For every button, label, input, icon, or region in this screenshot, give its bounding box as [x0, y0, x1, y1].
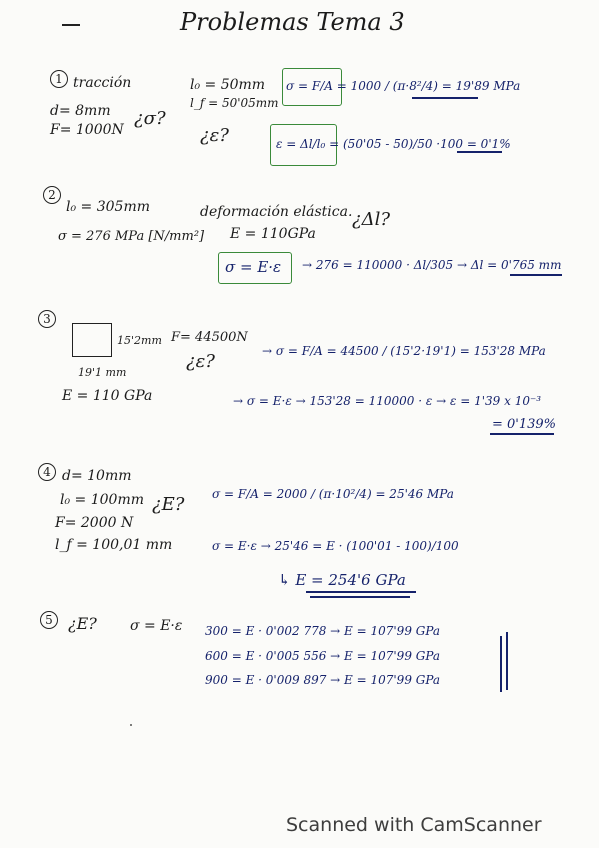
p5-end-mark-2 [506, 632, 508, 690]
p5-law: σ = E·ε [130, 618, 183, 634]
p3-question: ¿ε? [186, 351, 215, 372]
p3-height: 15'2mm [117, 334, 162, 347]
p4-initial-length: l₀ = 100mm [60, 492, 144, 508]
p4-diameter: d= 10mm [62, 468, 132, 484]
p1-strain-underline [457, 151, 502, 153]
p1-strain-formula: ε = Δl/l₀ = (50'05 - 50)/50 ·100 = 0'1% [276, 137, 511, 151]
p5-row-1: 300 = E · 0'002 778 → E = 107'99 GPa [205, 624, 441, 638]
p4-result-underline [306, 591, 416, 593]
p1-force: F= 1000N [50, 122, 124, 138]
p4-question: ¿E? [152, 494, 185, 515]
p3-result-underline [490, 433, 554, 435]
p4-result: ↳ E = 254'6 GPa [278, 571, 406, 589]
stray-mark [130, 724, 132, 726]
p2-note: deformación elástica. [200, 204, 353, 220]
p1-final-length: l_f = 50'05mm [190, 96, 279, 110]
scanner-watermark: Scanned with CamScanner [286, 814, 542, 836]
problem-number-1: 1 [50, 70, 68, 88]
p2-question: ¿Δl? [352, 209, 391, 230]
header-dash [62, 24, 80, 26]
p5-row-2: 600 = E · 0'005 556 → E = 107'99 GPa [205, 649, 441, 663]
p2-result-underline [510, 274, 562, 276]
p4-calculation: σ = E·ε → 25'46 = E · (100'01 - 100)/100 [212, 539, 459, 553]
p2-stress: σ = 276 MPa [N/mm²] [58, 229, 205, 244]
p1-diameter: d= 8mm [50, 103, 111, 119]
p2-calculation: → 276 = 110000 · Δl/305 → Δl = 0'765 mm [302, 258, 562, 272]
p4-result-underline-2 [310, 596, 410, 598]
p3-stress: → σ = F/A = 44500 / (15'2·19'1) = 153'28 MPa [262, 344, 546, 358]
p3-result: = 0'139% [492, 417, 557, 432]
p4-force: F= 2000 N [55, 515, 134, 531]
p3-width: 19'1 mm [78, 366, 127, 379]
p5-question: ¿E? [68, 614, 97, 633]
page-title: Problemas Tema 3 [180, 8, 405, 36]
p5-row-3: 900 = E · 0'009 897 → E = 107'99 GPa [205, 673, 441, 687]
p1-stress-underline [412, 97, 478, 99]
p2-law: σ = E·ε [225, 258, 282, 276]
problem-number-5: 5 [40, 611, 58, 629]
problem-number-2: 2 [43, 186, 61, 204]
p1-label: tracción [73, 75, 132, 91]
p1-question-epsilon: ¿ε? [200, 125, 229, 146]
problem-number-3: 3 [38, 310, 56, 328]
problem-number-4: 4 [38, 463, 56, 481]
p3-young-modulus: E = 110 GPa [62, 388, 153, 404]
p5-end-mark [500, 636, 502, 692]
p2-initial-length: l₀ = 305mm [66, 199, 150, 215]
p2-young-modulus: E = 110GPa [230, 226, 316, 242]
p3-cross-section [72, 323, 112, 357]
p3-force: F= 44500N [171, 330, 248, 345]
p4-final-length: l_f = 100,01 mm [55, 537, 173, 553]
p1-stress-formula: σ = F/A = 1000 / (π·8²/4) = 19'89 MPa [286, 79, 521, 93]
p1-initial-length: l₀ = 50mm [190, 77, 266, 93]
p1-question-sigma: ¿σ? [134, 108, 166, 129]
p3-calculation: → σ = E·ε → 153'28 = 110000 · ε → ε = 1'39 x 10⁻³ [233, 394, 542, 408]
p4-stress: σ = F/A = 2000 / (π·10²/4) = 25'46 MPa [212, 487, 454, 501]
